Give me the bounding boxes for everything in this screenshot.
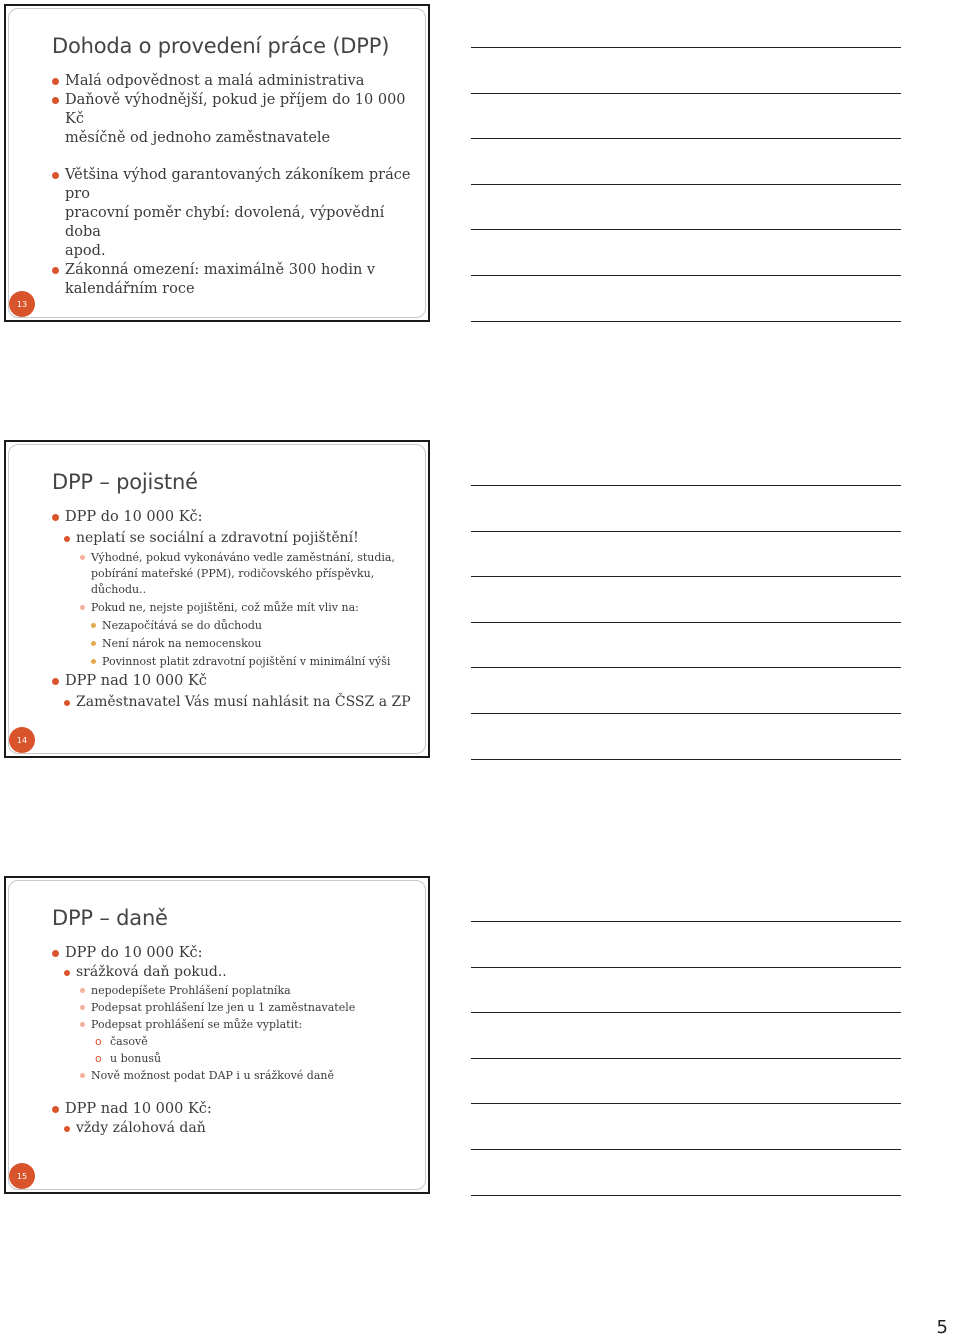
slide-number-badge: 15 (9, 1163, 35, 1189)
bullet-text: DPP do 10 000 Kč: (65, 945, 203, 961)
slide-14 (4, 440, 430, 758)
bullet-text: Výhodné, pokud vykonáváno vedle zaměstnání, studia, (91, 551, 395, 564)
bullet-item (50, 1000, 418, 1016)
note-line (471, 576, 901, 577)
note-line (471, 967, 901, 968)
circle-bullet-icon: o (95, 1035, 102, 1048)
bullet-item (50, 944, 418, 963)
bullet-dot-icon (52, 172, 59, 179)
bullet-text: apod. (65, 243, 106, 259)
bullet-text: časově (110, 1035, 148, 1048)
bullet-item (50, 261, 418, 299)
note-line (471, 1012, 901, 1013)
bullet-item (50, 600, 418, 616)
bullet-dot-icon (80, 605, 85, 610)
bullet-text: Většina výhod garantovaných zákoníkem práce pro (65, 167, 411, 202)
bullet-dot-icon (52, 1106, 59, 1113)
bullet-text: Zaměstnavatel Vás musí nahlásit na ČSSZ a ZP (76, 694, 411, 710)
bullet-text: pobírání mateřské (PPM), rodičovského příspěvku, důchodu.. (91, 567, 375, 596)
note-line (471, 321, 901, 322)
bullet-text: Nezapočítává se do důchodu (102, 619, 263, 632)
bullet-text: pracovní poměr chybí: dovolená, výpovědní doba (65, 205, 385, 240)
bullet-text: DPP do 10 000 Kč: (65, 509, 203, 525)
note-line (471, 531, 901, 532)
spacer (50, 1084, 418, 1100)
note-line (471, 275, 901, 276)
slide-content (50, 944, 418, 1138)
note-line (471, 759, 901, 760)
bullet-item (50, 91, 418, 148)
bullet-text: vždy zálohová daň (76, 1120, 206, 1136)
bullet-dot-icon (52, 267, 59, 274)
note-line (471, 47, 901, 48)
bullet-text: Podepsat prohlášení se může vyplatit: (91, 1018, 303, 1031)
slide-content (50, 72, 418, 299)
bullet-dot-icon (52, 950, 59, 957)
bullet-text: kalendářním roce (65, 281, 195, 297)
slide-number-badge: 14 (9, 727, 35, 753)
bullet-dot-icon (64, 700, 70, 706)
bullet-text: Daňově výhodnější, pokud je příjem do 10 000 Kč (65, 92, 406, 127)
note-line (471, 921, 901, 922)
bullet-dot-icon (80, 555, 85, 560)
bullet-dot-icon (64, 970, 70, 976)
bullet-item (50, 508, 418, 527)
note-line (471, 1058, 901, 1059)
slide-number-badge: 13 (9, 291, 35, 317)
note-line (471, 485, 901, 486)
bullet-item (50, 672, 418, 691)
bullet-dot-icon (91, 659, 96, 664)
bullet-text: Povinnost platit zdravotní pojištění v minimální výši (102, 655, 391, 668)
note-line (471, 1149, 901, 1150)
bullet-text: DPP nad 10 000 Kč (65, 673, 207, 689)
bullet-item (50, 963, 418, 982)
note-line (471, 1103, 901, 1104)
bullet-item (50, 693, 418, 712)
bullet-dot-icon (52, 678, 59, 685)
slide-13 (4, 4, 430, 322)
bullet-item (50, 72, 418, 91)
circle-bullet-icon: o (95, 1052, 102, 1065)
bullet-text: u bonusů (110, 1052, 162, 1065)
note-line (471, 622, 901, 623)
bullet-item (50, 529, 418, 548)
slide-title: DPP – pojistné (52, 470, 198, 494)
bullet-dot-icon (80, 1073, 85, 1078)
bullet-dot-icon (64, 1126, 70, 1132)
bullet-dot-icon (80, 1022, 85, 1027)
bullet-item (50, 983, 418, 999)
note-line (471, 667, 901, 668)
note-line (471, 713, 901, 714)
bullet-dot-icon (91, 623, 96, 628)
bullet-text: Není nárok na nemocenskou (102, 637, 262, 650)
bullet-dot-icon (52, 97, 59, 104)
bullet-item (50, 166, 418, 261)
bullet-item (50, 1017, 418, 1033)
bullet-dot-icon (52, 78, 59, 85)
bullet-item (50, 636, 418, 652)
bullet-text: Malá odpovědnost a malá administrativa (65, 73, 365, 89)
bullet-text: srážková daň pokud.. (76, 964, 227, 980)
bullet-dot-icon (52, 514, 59, 521)
page-number: 5 (936, 1317, 948, 1338)
bullet-text: nepodepíšete Prohlášení poplatníka (91, 984, 291, 997)
note-line (471, 1195, 901, 1196)
bullet-item (50, 1119, 418, 1138)
bullet-dot-icon (91, 641, 96, 646)
bullet-text: neplatí se sociální a zdravotní pojištění! (76, 530, 359, 546)
bullet-item (50, 618, 418, 634)
bullet-item (50, 1051, 418, 1067)
slide-content (50, 508, 418, 712)
bullet-dot-icon (80, 1005, 85, 1010)
slide-title: DPP – daně (52, 906, 168, 930)
bullet-text: Pokud ne, nejste pojištěni, což může mít vliv na: (91, 601, 359, 614)
bullet-text: Zákonná omezení: maximálně 300 hodin v (65, 262, 376, 278)
bullet-item (50, 1100, 418, 1119)
bullet-text: měsíčně od jednoho zaměstnavatele (65, 130, 331, 146)
bullet-item (50, 1034, 418, 1050)
slide-title: Dohoda o provedení práce (DPP) (52, 34, 390, 58)
slide-15 (4, 876, 430, 1194)
bullet-item (50, 654, 418, 670)
bullet-dot-icon (64, 536, 70, 542)
note-line (471, 229, 901, 230)
bullet-text: Podepsat prohlášení lze jen u 1 zaměstnavatele (91, 1001, 356, 1014)
note-line (471, 138, 901, 139)
bullet-text: Nově možnost podat DAP i u srážkové daně (91, 1069, 334, 1082)
note-line (471, 184, 901, 185)
bullet-dot-icon (80, 988, 85, 993)
bullet-item (50, 550, 418, 598)
note-line (471, 93, 901, 94)
bullet-item (50, 1068, 418, 1084)
bullet-text: DPP nad 10 000 Kč: (65, 1101, 212, 1117)
